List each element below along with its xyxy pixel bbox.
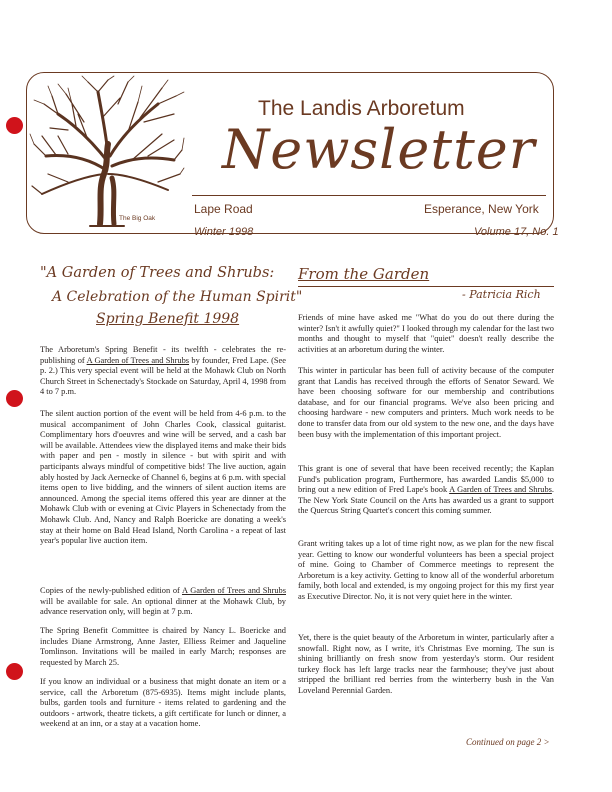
issue-date: Winter 1998: [194, 226, 254, 238]
big-oak-tree-illustration: [28, 74, 186, 230]
benefit-p1-text-b: by founder, Fred Lape. (See p. 2.) This very special event will be held at the Mohawk Club on North Church Street in Schenectady's Stockade on Saturday, April 4, 1998 from 4 to 7 p.m.: [40, 355, 286, 397]
garden-paragraph-3: [298, 464, 554, 517]
garden-p3-text-a: This grant is one of several that have been received recently; the Kaplan Fund's publication program, Furthermore, has awarded Landis $5,000 to bring out a new edition of Fred Lape's book: [298, 464, 554, 495]
garden-paragraph-5: Yet, there is the quiet beauty of the Arboretum in winter, particularly after a snowfall. Right now, as I write, it's Christmas Eve morning. The sun is shining brilliantly on fresh snow from yesterday's storm. Our resident turkey flock has left large tracks near the farmhouse; they've just about stripped the brilliant red berries from the winterberry bush in the Van Loveland Perennial Garden.: [298, 633, 554, 695]
masthead-divider: [192, 195, 546, 196]
benefit-paragraph-5: If you know an individual or a business that might donate an item or a service, call the Arboretum (875-6935). Items might include plants, bulbs, garden tools and furniture - items related to gardening and the outdoors - artwork, theatre tickets, a gift certificate for lunch or dinner, a weekend at an inn, or a stay at a vacation home.: [40, 677, 286, 729]
benefit-p3-text-a: Copies of the newly-published edition of: [40, 586, 182, 595]
garden-heading: From the Garden: [298, 265, 430, 283]
benefit-p3-text-b: will be available for sale. An optional dinner at the Mohawk Club, by advance reservation only, will begin at 7 p.m.: [40, 596, 286, 617]
continued-on-page-link[interactable]: Continued on page 2 >: [466, 737, 550, 747]
benefit-paragraph-1: [40, 345, 286, 398]
binder-hole-bottom: [6, 663, 23, 680]
newsletter-title: Newsletter: [222, 118, 536, 181]
benefit-p1-text-a: The Arboretum's Spring Benefit - its twelfth - celebrates the re-publishing of: [40, 345, 286, 365]
garden-paragraph-1: Friends of mine have asked me "What do you do out there during the winter? Isn't it awfully quiet?" I looked through my calendar for the last two months and thought to myself that "quiet" doesn't really describe the activities at an arboretum during the winter.: [298, 313, 554, 354]
book-title: A Garden of Trees and Shrubs: [449, 485, 552, 495]
benefit-paragraph-3: [40, 586, 286, 618]
benefit-paragraph-2: The silent auction portion of the event will be held from 4-6 p.m. to the musical accompaniment of John Charles Cook, classical guitarist. Complimentary hors d'oeuvres and wine will be served, and a cash bar will be available. Attendees view the displayed items and make their bids with paper and pen - mostly in silence - but with spirit and with participants always mindful of competitive bids! The live auction, again ably hosted by Jack Aernecke of Channel 6, begins at 6 p.m. with special items open to live bidding, and the winners of silent auction items are announced. Among the special items offered this year are dinner at the Mohawk Club with or evening at Civic Players in Schenectady from the Mohawk Club. And, Nancy and Ralph Boericke are donating a week's stay at their home on Bald Head Island, North Carolina - a repeat of last year's popular live auction item.: [40, 409, 286, 546]
address-road: Lape Road: [194, 202, 253, 216]
benefit-title-line-1: "A Garden of Trees and Shrubs:: [40, 265, 275, 281]
garden-paragraph-2: This winter in particular has been full of activity because of the computer grant that Landis has received through the efforts of Senator Seward. We have been choosing software for our membership and contributions database, and for our financial programs. We've also been pricing and choosing hardware - new computers and printers. Much work needs to be done to transfer data from our old system to the new one, and the days have been busy with the implementation of this important project.: [298, 366, 554, 439]
garden-p3-text-b: . The New York State Council on the Arts has awarded us a grant to support the Quercus String Quartet's concert this coming summer.: [298, 485, 554, 516]
book-title: A Garden of Trees and Shrubs: [182, 586, 286, 595]
benefit-paragraph-4: The Spring Benefit Committee is chaired by Nancy L. Boericke and includes Diane Armstrong, Anne Jaster, Elliess Reimer and Jaqueline Tomlinson. Invitations will be mailed in early March; responses are requested by March 25.: [40, 626, 286, 667]
book-title: A Garden of Trees and Shrubs: [86, 355, 190, 365]
tree-caption: The Big Oak: [119, 215, 156, 222]
issue-volume: Volume 17, No. 1: [474, 226, 559, 238]
benefit-title-line-3: Spring Benefit 1998: [96, 311, 240, 327]
garden-paragraph-4: Grant writing takes up a lot of time right now, as we plan for the new fiscal year. Getting to know our wonderful volunteers has been a special project of mine. Going to Chamber of Commerce meetings to represent the Arboretum is a key activity. Getting to know all of the wonderful arboretum family, both local and extended, is my ongoing project for this my first year as Executive Director. No, it is not very quiet here in the winter.: [298, 539, 554, 601]
garden-author: - Patricia Rich: [462, 288, 541, 301]
binder-hole-middle: [6, 390, 23, 407]
benefit-title-line-2: A Celebration of the Human Spirit": [52, 289, 303, 305]
garden-heading-rule: [298, 286, 554, 287]
address-city: Esperance, New York: [424, 202, 539, 216]
organization-name: The Landis Arboretum: [258, 97, 465, 120]
binder-hole-top: [6, 117, 23, 134]
